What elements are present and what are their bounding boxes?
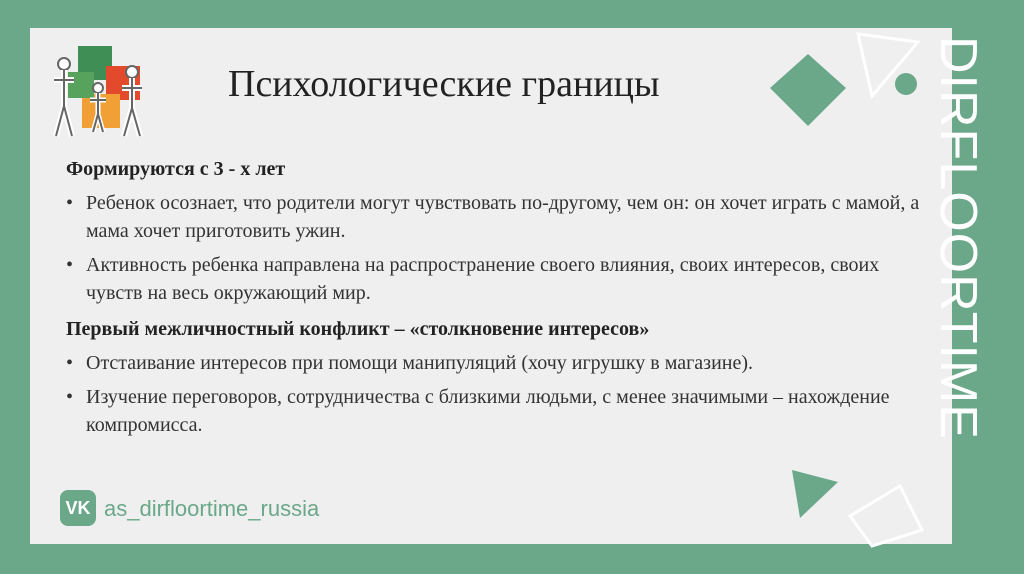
section-heading: Формируются с 3 - х лет <box>66 158 286 180</box>
brand-vertical-text: DIRFLOORTIME <box>929 36 987 440</box>
triangle-filled-icon <box>792 470 838 518</box>
bullet-dot-icon: • <box>66 254 74 276</box>
bullet-text: Отстаивание интересов при помощи манипуляций (хочу игрушку в магазине). <box>86 352 754 374</box>
bullet-dot-icon: • <box>66 352 74 374</box>
bullet-item <box>66 349 926 377</box>
circle-icon <box>895 73 917 95</box>
bullet-text: Изучение переговоров, сотрудничества с близкими людьми, с менее значимыми – нахождение компромисса. <box>86 386 890 436</box>
slide-title: Психологические границы <box>228 63 660 105</box>
bullet-text: Ребенок осознает, что родители могут чувствовать по-другому, чем он: он хочет играть с мамой, а мама хочет приготовить ужин. <box>86 192 920 242</box>
vk-icon[interactable]: VK <box>60 490 96 526</box>
square-outline-icon <box>850 486 922 546</box>
diamond-icon <box>770 54 846 126</box>
family-cubes-logo <box>48 36 148 140</box>
bullet-item <box>66 251 926 307</box>
slide-content <box>66 155 926 445</box>
bullet-dot-icon: • <box>66 386 74 408</box>
bullet-dot-icon: • <box>66 192 74 214</box>
bullet-text: Активность ребенка направлена на распространение своего влияния, своих интересов, своих чувств на весь окружающий мир. <box>86 254 880 304</box>
bullet-item <box>66 189 926 245</box>
section-heading: Первый межличностный конфликт – «столкновение интересов» <box>66 318 650 340</box>
bullet-item <box>66 383 926 439</box>
vk-handle-link[interactable]: as_dirfloortime_russia <box>104 496 320 521</box>
